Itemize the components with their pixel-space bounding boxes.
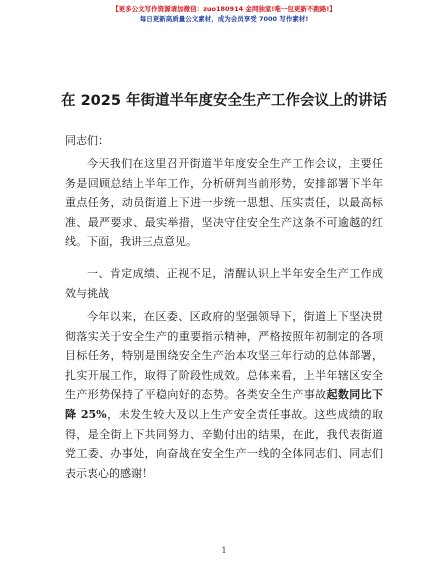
section-heading-1: 一、肯定成绩、正视不足，清醒认识上半年安全生产工作成效与挑战 — [65, 267, 383, 300]
promo-banner — [0, 4, 448, 24]
highlighted-statistic: 起数同比下降 25% — [65, 388, 384, 421]
document-title: 在 2025 年街道半年度安全生产工作会议上的讲话 — [61, 93, 387, 109]
paragraph-text: 今年以来，在区委、区政府的坚强领导下，街道上下坚决贯彻落实关于安全生产的重要指示精神，严格按照年初制定的各项目标任务，特别是围绕安全生产治本攻坚三年行动的总体部署，扎实开展工作，取得了阶段性成效。总体来看，上半年辖区安全生产形势保持了平稳向好的态势。各类安全生产事故 — [65, 310, 383, 402]
paragraph-text: ，未发生较大及以上生产安全责任事故。这些成绩的取得，是全街上下共同努力、辛勤付出的结果，在此，我代表街道党工委、办事处，向奋战在安全生产一线的全体同志们、同志们表示衷心的感谢！ — [65, 407, 383, 480]
promo-banner-line1: 【更多公文写作资源请加微信：zuo180914 金网独家!唯一包更新不跑路!】 — [112, 5, 336, 13]
page-number: 1 — [221, 546, 227, 555]
promo-banner-line2: 每日更新高质量公文素材，成为会员享受 7000 写作素材! — [139, 15, 309, 23]
paragraph-intro: 今天我们在这里召开街道半年度安全生产工作会议，主要任务是回顾总结上半年工作，分析研判当前形势，安排部署下半年重点任务，动员街道上下进一步统一思想、压实责任，以最高标准、最严要求、最实举措，坚决守住安全生产这条不可逾越的红线。下面，我讲三点意见。 — [65, 157, 383, 249]
salutation: 同志们： — [65, 134, 109, 147]
paragraph-achievements — [65, 307, 383, 483]
